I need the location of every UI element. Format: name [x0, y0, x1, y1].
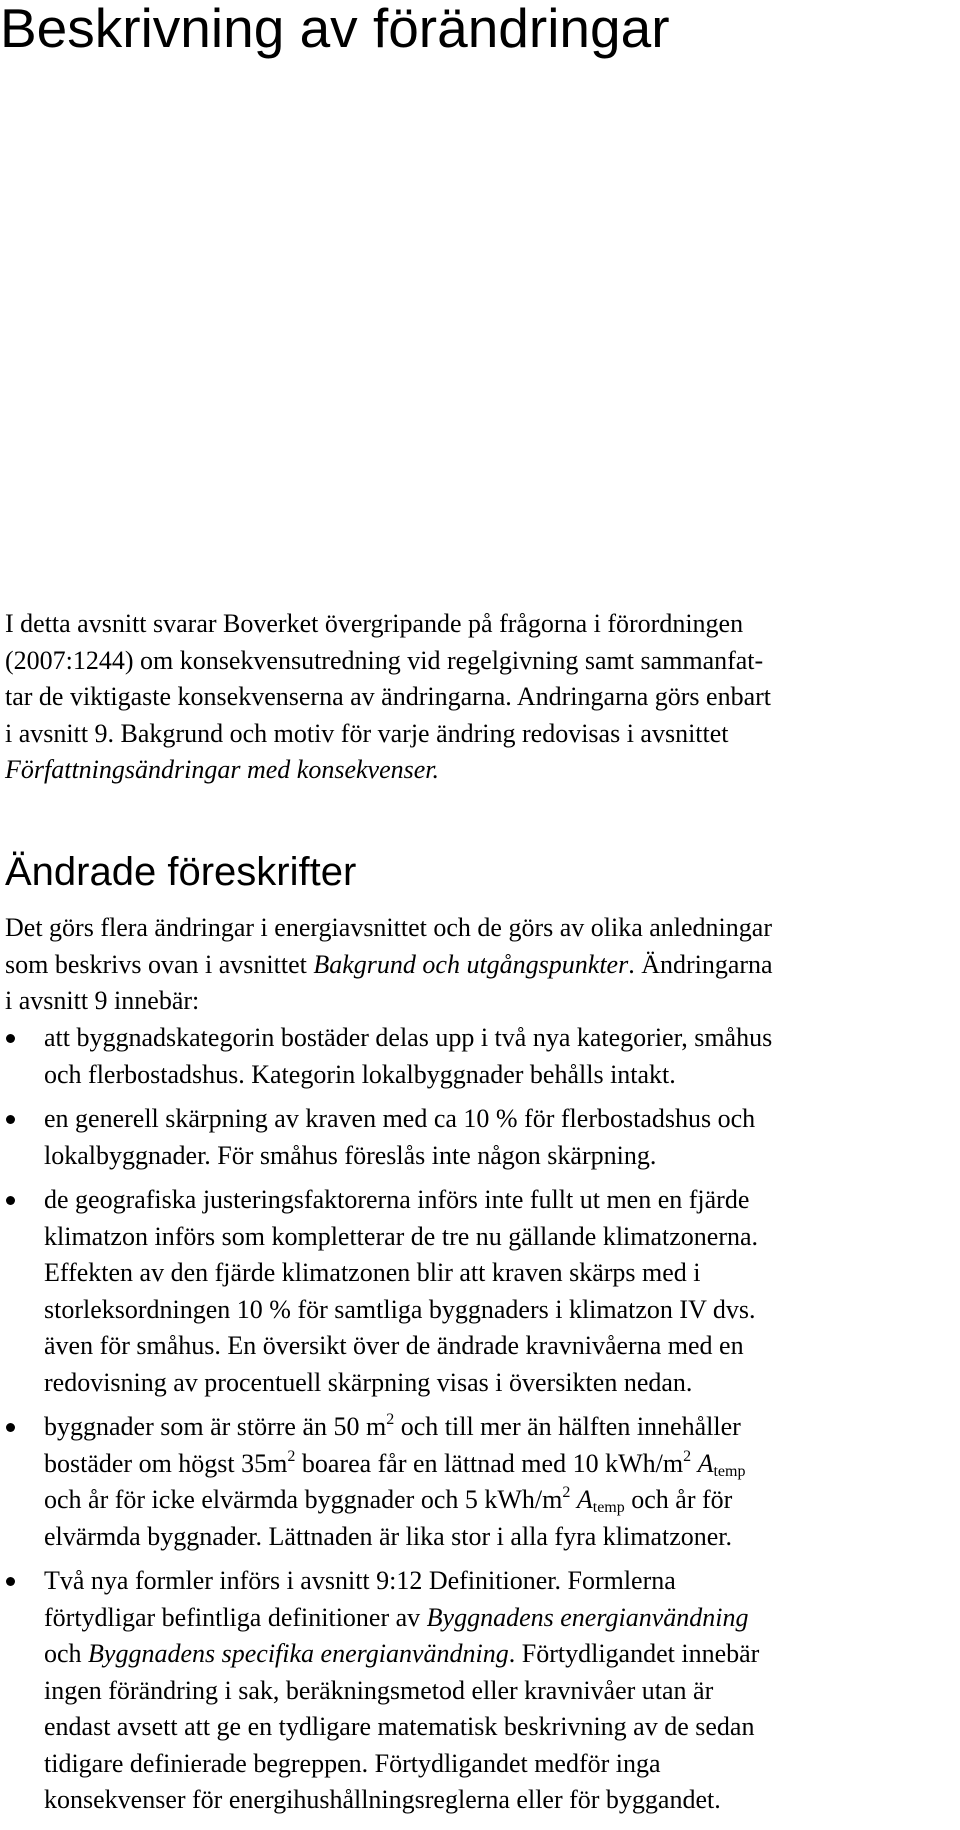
- text-line: att byggnadskategorin bostäder delas upp i två nya kategorier, småhus: [44, 1023, 773, 1052]
- list-item: [0, 1182, 960, 1401]
- page-title: Beskrivning av förändringar: [0, 0, 670, 59]
- text-line: i avsnitt 9 innebär:: [5, 986, 200, 1015]
- text-segment: . Ändringarna: [628, 949, 773, 979]
- text-segment: byggnader som är större än 50 m: [44, 1412, 387, 1441]
- italic-reference: Bakgrund och utgångspunkter: [313, 949, 629, 979]
- text-segment: och år för icke elvärmda byggnader och 5 kWh/m: [44, 1485, 563, 1514]
- changes-intro-paragraph: [5, 910, 960, 1020]
- superscript: 2: [683, 1447, 692, 1465]
- bullet-icon: [6, 1423, 15, 1432]
- text-line: konsekvenser för energihushållningsreglerna eller för byggandet.: [44, 1785, 721, 1814]
- text-line: även för småhus. En översikt över de ändrade kravnivåerna med en: [44, 1331, 744, 1360]
- text-line: [44, 1482, 960, 1519]
- text-segment: och till mer än hälften innehåller: [394, 1412, 741, 1441]
- subscript: temp: [592, 1499, 625, 1516]
- text-line: tar de viktigaste konsekvenserna av ändringarna. Andringarna görs enbart: [5, 682, 772, 711]
- text-line: [44, 1600, 960, 1637]
- intro-paragraph: [5, 606, 960, 789]
- list-item: [0, 1563, 960, 1819]
- subscript: temp: [713, 1462, 746, 1480]
- text-line: elvärmda byggnader. Lättnaden är lika stor i alla fyra klimatzoner.: [44, 1521, 733, 1551]
- text-line: I detta avsnitt svarar Boverket övergripande på frågorna i förordningen: [5, 609, 744, 638]
- symbol-a: A: [697, 1448, 714, 1478]
- text-line: endast avsett att ge en tydligare matematisk beskrivning av de sedan: [44, 1712, 755, 1741]
- text-line: lokalbyggnader. För småhus föreslås inte någon skärpning.: [44, 1140, 657, 1170]
- italic-reference: Byggnadens specifika energianvändning: [88, 1639, 509, 1668]
- bullet-icon: [6, 1115, 15, 1124]
- text-segment: som beskrivs ovan i avsnittet: [5, 949, 314, 979]
- list-item: [0, 1101, 960, 1174]
- text-line: storleksordningen 10 % för samtliga byggnaders i klimatzon IV dvs.: [44, 1294, 756, 1324]
- text-line: [44, 1409, 960, 1446]
- italic-reference: Byggnadens energianvändning: [426, 1602, 749, 1632]
- symbol-a: A: [576, 1485, 593, 1514]
- text-segment: boarea får en lättnad med 10 kWh/m: [295, 1448, 684, 1478]
- text-line: Två nya formler införs i avsnitt 9:12 Definitioner. Formlerna: [44, 1566, 676, 1595]
- text-line: Effekten av den fjärde klimatzonen blir att kraven skärps med i: [44, 1258, 701, 1287]
- text-line: redovisning av procentuell skärpning visas i översikten nedan.: [44, 1367, 693, 1397]
- italic-reference: Författningsändringar med konsekvenser.: [5, 755, 440, 784]
- text-segment: och år för: [624, 1485, 733, 1514]
- bullet-icon: [6, 1196, 15, 1205]
- text-segment: bostäder om högst 35m: [44, 1448, 288, 1478]
- text-line: Det görs flera ändringar i energiavsnittet och de görs av olika anledningar: [5, 913, 772, 942]
- text-line: [5, 752, 960, 789]
- changes-list: [0, 1020, 960, 1827]
- text-line: ingen förändring i sak, beräkningsmetod eller kravnivåer utan är: [44, 1675, 714, 1705]
- superscript: 2: [386, 1411, 395, 1428]
- text-line: de geografiska justeringsfaktorerna införs inte fullt ut men en fjärde: [44, 1185, 750, 1214]
- text-line: [44, 1446, 960, 1483]
- text-line: och flerbostadshus. Kategorin lokalbyggnader behålls intakt.: [44, 1059, 676, 1089]
- text-segment: . Förtydligandet innebär: [508, 1639, 760, 1668]
- text-line: (2007:1244) om konsekvensutredning vid regelgivning samt sammanfat-: [5, 645, 764, 675]
- superscript: 2: [562, 1484, 571, 1501]
- text-line: [44, 1636, 960, 1673]
- text-line: i avsnitt 9. Bakgrund och motiv för varje ändring redovisas i avsnittet: [5, 718, 729, 748]
- text-segment: förtydligar befintliga definitioner av: [44, 1602, 427, 1632]
- text-line: tidigare definierade begreppen. Förtydligandet medför inga: [44, 1748, 661, 1778]
- text-line: klimatzon införs som kompletterar de tre nu gällande klimatzonerna.: [44, 1221, 759, 1251]
- list-item: [0, 1020, 960, 1093]
- section-heading: Ändrade föreskrifter: [5, 850, 357, 894]
- superscript: 2: [287, 1447, 296, 1465]
- list-item: [0, 1409, 960, 1555]
- text-segment: och: [44, 1639, 89, 1668]
- bullet-icon: [6, 1034, 15, 1043]
- text-line: en generell skärpning av kraven med ca 10 % för flerbostadshus och: [44, 1104, 756, 1133]
- bullet-icon: [6, 1577, 15, 1586]
- text-line: [5, 947, 960, 984]
